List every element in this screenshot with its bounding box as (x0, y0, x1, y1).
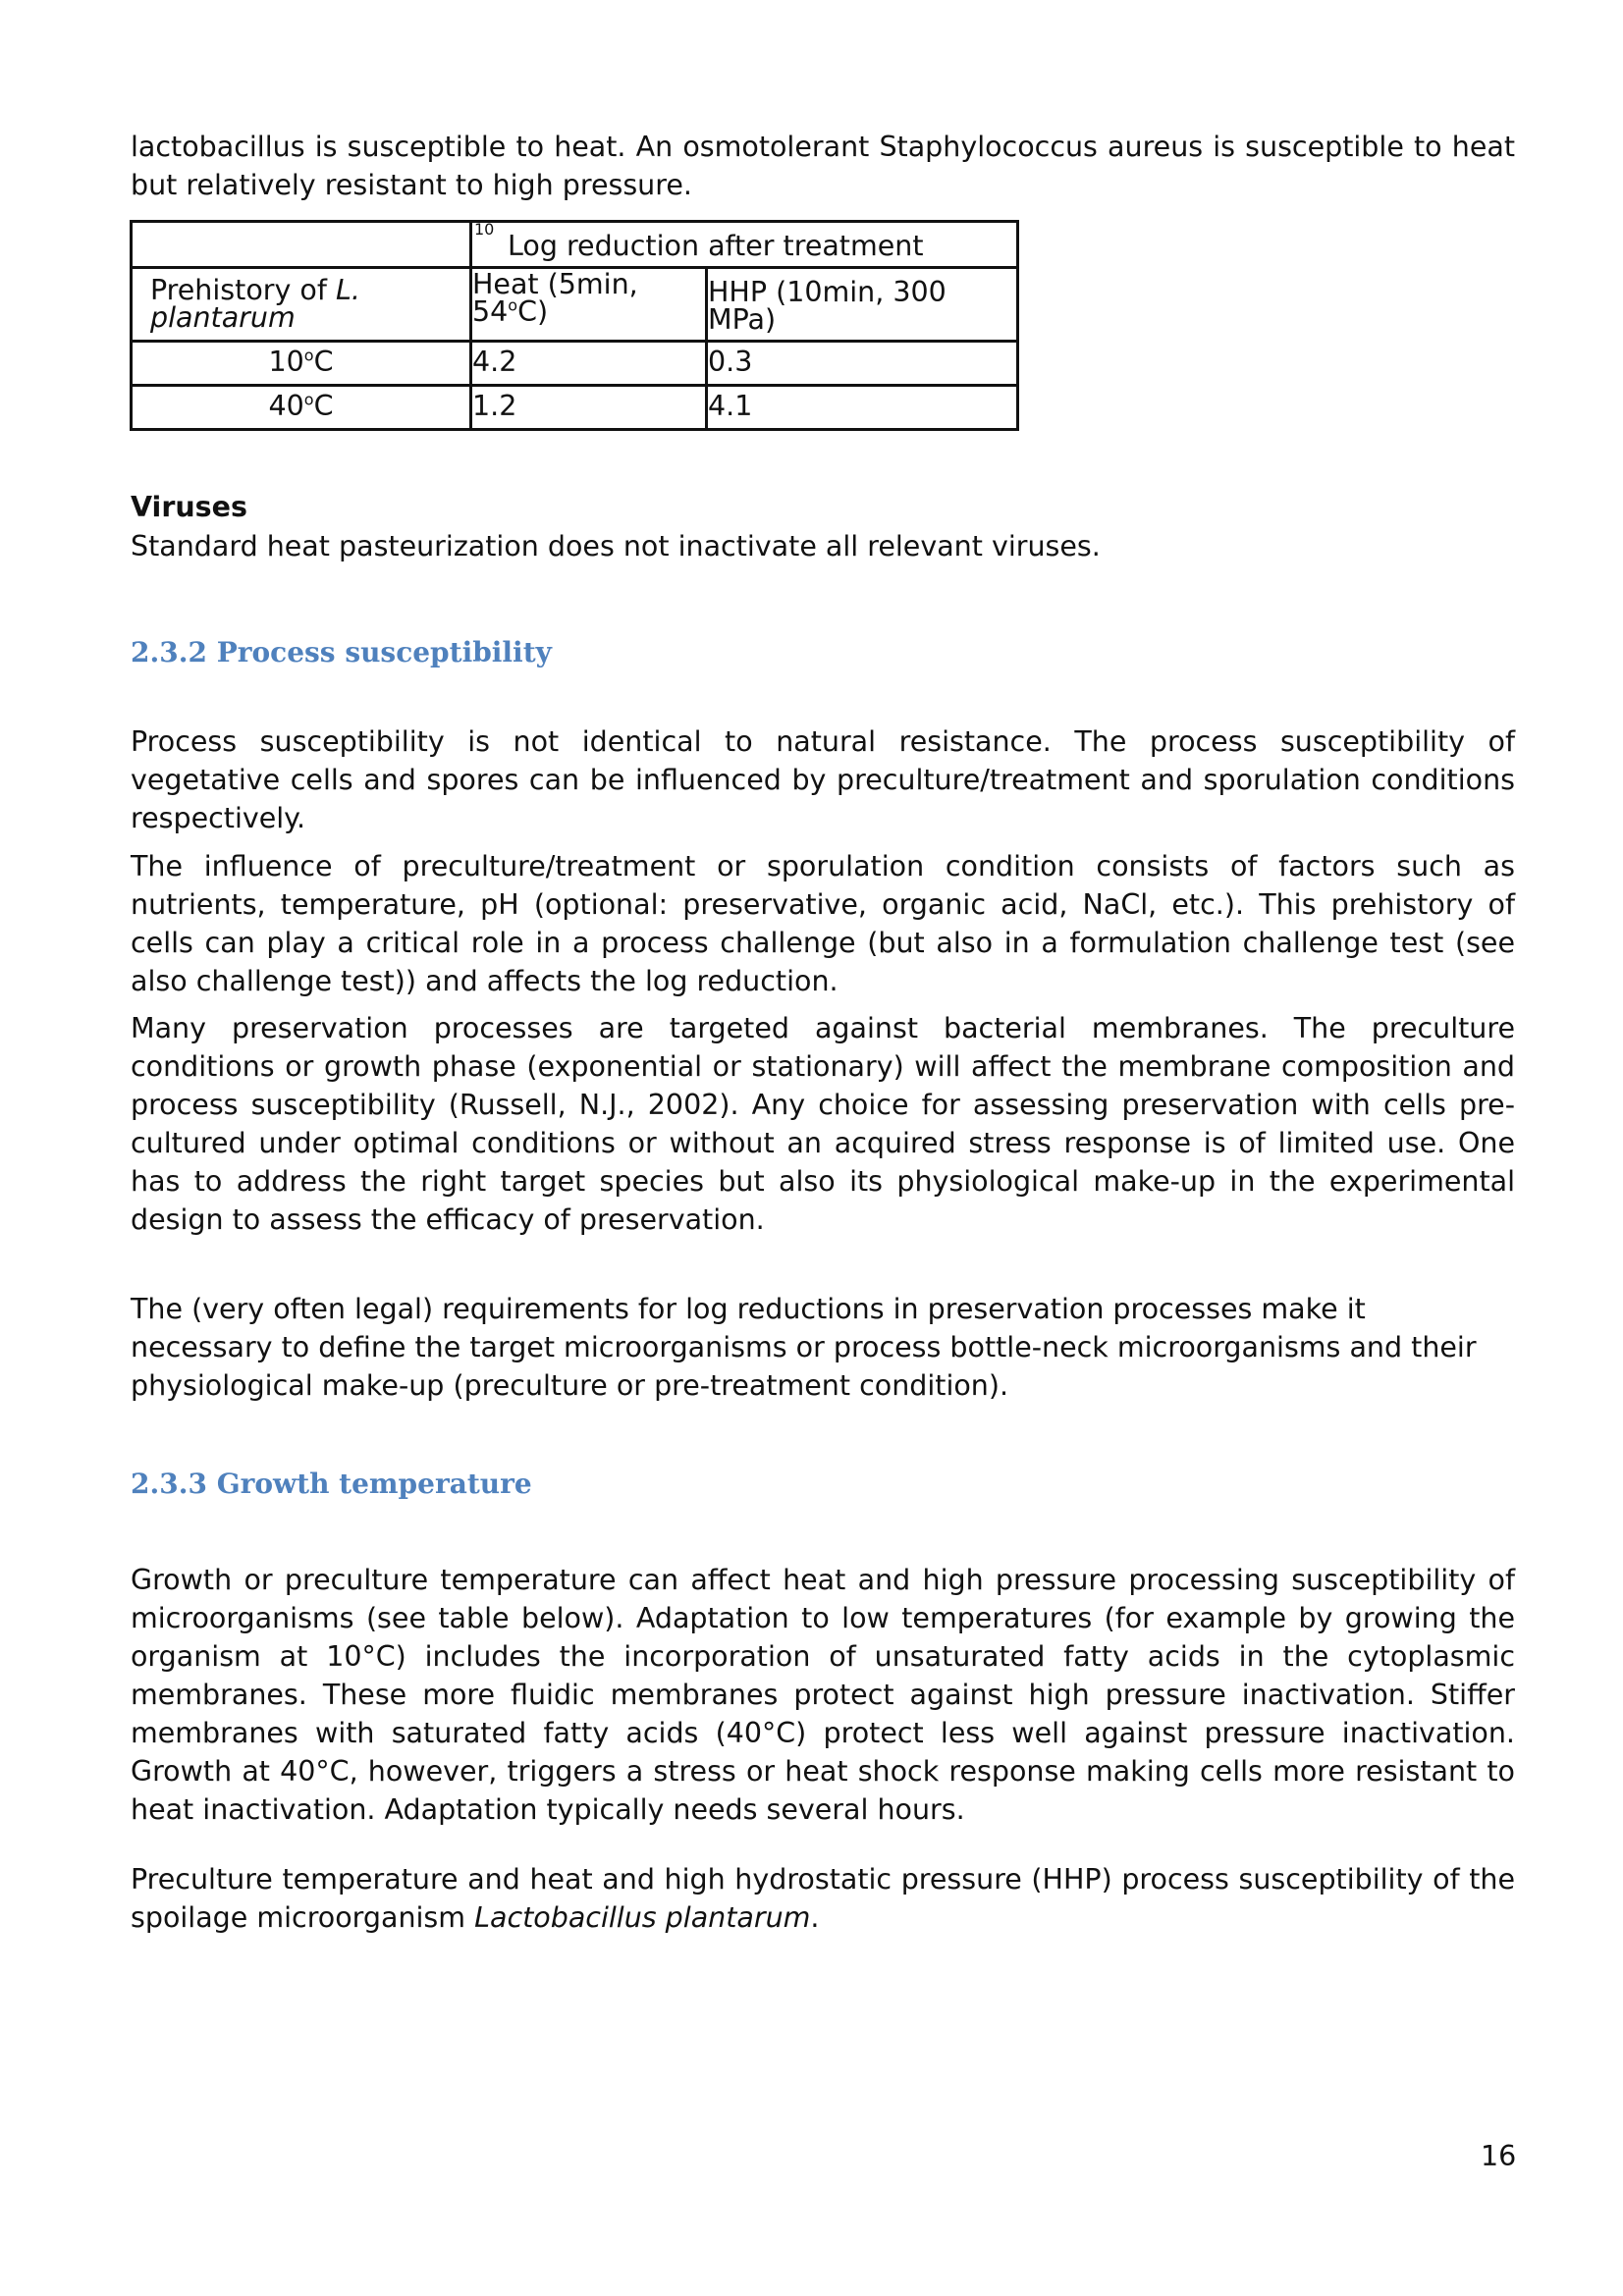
hhp-value: 0.3 (708, 346, 753, 378)
growth-paragraph-2-text: Preculture temperature and heat and high hydrostatic pressure (HHP) process susceptibility of the spoilage microorganism (131, 1863, 1515, 1934)
temp-unit: C (313, 390, 334, 422)
prehistory-header-species-b: plantarum (150, 301, 296, 334)
hhp-header-cell (707, 268, 1018, 342)
hhp-header-line2: MPa) (708, 303, 777, 336)
degree-symbol: o (303, 390, 314, 409)
heat-value-cell (471, 342, 707, 386)
prehistory-header-text: Prehistory of (150, 274, 336, 306)
growth-paragraph-2 (131, 1860, 1515, 1937)
page-number: 16 (1481, 2140, 1517, 2172)
hhp-value: 4.1 (708, 390, 753, 422)
heat-header-unit: C) (517, 295, 549, 328)
temp-cell (132, 386, 471, 430)
heat-header-line1: Heat (5min, (472, 268, 638, 300)
process-paragraph-3: Many preservation processes are targeted against bacterial membranes. The preculture conditions or growth phase (exponential or stationary) will affect the membrane composition and process susceptibility (Russell, N.J., 2002). Any choice for assessing preservation with cells pre-cultured under optimal conditions or without an acquired stress response is of limited use. One has to address the right target species but also its physiological make-up in the experimental design to assess the efficacy of preservation. (131, 1012, 1515, 1236)
heat-value: 1.2 (472, 390, 517, 422)
table-header-span-cell (471, 222, 1018, 268)
process-paragraph-4: The (very often legal) requirements for log reductions in preservation processes make it necessary to define the target microorganisms or process bottle-neck microorganisms and their physiological make-up (preculture or pre-treatment condition). (131, 1293, 1477, 1402)
heat-value-cell (471, 386, 707, 430)
table-row (132, 342, 1018, 386)
viruses-heading: Viruses (131, 491, 247, 523)
growth-paragraph-1: Growth or preculture temperature can affect heat and high pressure processing susceptibility of microorganisms (see table below). Adaptation to low temperatures (for example by growing the organism at 10°C) includes the incorporation of unsaturated fatty acids in the cytoplasmic membranes. These more fluidic membranes protect against high pressure inactivation. Stiffer membranes with saturated fatty acids (40°C) protect less well against pressure inactivation. Growth at 40°C, however, triggers a stress or heat shock response making cells more resistant to heat inactivation. Adaptation typically needs several hours. (131, 1564, 1515, 1826)
heat-header-temp: 54 (472, 295, 509, 328)
heat-header-degree: o (508, 295, 518, 315)
species-name: Lactobacillus plantarum (474, 1901, 811, 1934)
temp-value: 40 (268, 390, 304, 422)
degree-symbol: o (303, 346, 314, 365)
heat-header-cell (471, 268, 707, 342)
section-heading-growth-temperature: 2.3.3 Growth temperature (131, 1468, 532, 1500)
log-reduction-table (130, 220, 1019, 431)
log-base-superscript: 10 (474, 220, 495, 239)
hhp-value-cell (707, 342, 1018, 386)
process-paragraph-1: Process susceptibility is not identical to natural resistance. The process susceptibility of vegetative cells and spores can be influenced by preculture/treatment and sporulation conditions respectively. (131, 725, 1515, 834)
table-header-row-1 (132, 222, 1018, 268)
hhp-value-cell (707, 386, 1018, 430)
prehistory-header-cell (132, 268, 471, 342)
heat-value: 4.2 (472, 346, 517, 378)
table-header-row-2 (132, 268, 1018, 342)
process-paragraph-2: The influence of preculture/treatment or sporulation condition consists of factors such as nutrients, temperature, pH (optional: preservative, organic acid, NaCl, etc.). This prehistory of cells can play a critical role in a process challenge (but also in a formulation challenge test (see also challenge test)) and affects the log reduction. (131, 850, 1515, 997)
temp-value: 10 (268, 346, 304, 378)
temp-cell (132, 342, 471, 386)
intro-paragraph: lactobacillus is susceptible to heat. An osmotolerant Staphylococcus aureus is susceptible to heat but relatively resistant to high pressure. (131, 131, 1515, 201)
prehistory-header-species-a: L. (335, 274, 360, 306)
table-row (132, 386, 1018, 430)
temp-unit: C (313, 346, 334, 378)
viruses-text: Standard heat pasteurization does not inactivate all relevant viruses. (131, 530, 1101, 562)
log-reduction-header: Log reduction after treatment (508, 230, 924, 262)
growth-paragraph-2-end: . (810, 1901, 820, 1934)
table-empty-cell (132, 222, 471, 268)
hhp-header-line1: HHP (10min, 300 (708, 276, 947, 308)
section-heading-process-susceptibility: 2.3.2 Process susceptibility (131, 636, 552, 668)
